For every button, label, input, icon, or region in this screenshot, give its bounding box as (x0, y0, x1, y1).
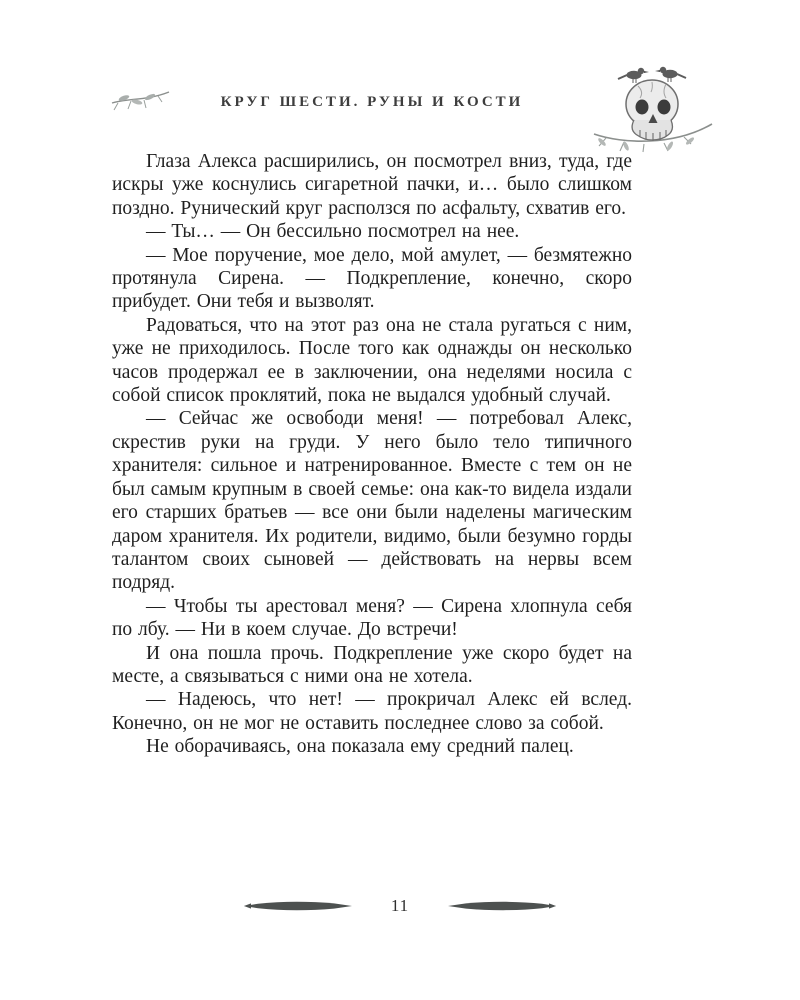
paragraph-6: — Чтобы ты арестовал меня? — Сирена хлопнула себя по лбу. — Ни в коем случае. До встречи! (112, 595, 632, 641)
paragraph-7: И она пошла прочь. Подкрепление уже скоро будет на месте, а связываться с ними она не хотела. (112, 642, 632, 687)
running-title: КРУГ ШЕСТИ. РУНЫ И КОСТИ (220, 94, 524, 110)
paragraph-2: — Ты… — Он бессильно посмотрел на нее. (146, 221, 520, 243)
paragraph-5: — Сейчас же освободи меня! — потребовал Алекс, скрестив руки на груди. У него было тело типичного хранителя: сильное и натренированное. Вместе с тем он не был самым крупным в своей семье: она как-то видела издали его старших братьев — все они были наделены магическим даром хранителя. Их родители, видимо, были безумно горды талантом своих сыновей — действовать на нервы всем подряд. (112, 408, 632, 594)
paragraph-3: — Мое поручение, мое дело, мой амулет, — безмятежно протянула Сирена. — Подкрепление, конечно, скоро прибудет. Они тебя и вызволят. (112, 244, 632, 313)
paragraph-9: Не оборачиваясь, она показала ему средний палец. (146, 736, 574, 758)
paragraph-4: Радоваться, что на этот раз она не стала ругаться с ним, уже не приходилось. После того как однажды он несколько часов продержал ее в заключении, она неделями носила с собой список проклятий, пока не выдался удобный случай. (112, 314, 632, 407)
paragraph-8: — Надеюсь, что нет! — прокричал Алекс ей вслед. Конечно, он не мог не оставить последнее слово за собой. (112, 689, 632, 734)
skull-with-birds-ornament-icon (578, 62, 718, 154)
right-flourish-icon (446, 900, 558, 912)
page-number: 11 (390, 896, 410, 915)
page-footer (0, 896, 800, 916)
paragraph-1: Глаза Алекса расширились, он посмотрел вниз, туда, где искры уже коснулись сигаретной пачки, и… было слишком поздно. Рунический круг расползся по асфальту, схватив его. (112, 151, 632, 219)
left-flourish-icon (242, 900, 354, 912)
body-text (112, 150, 632, 759)
